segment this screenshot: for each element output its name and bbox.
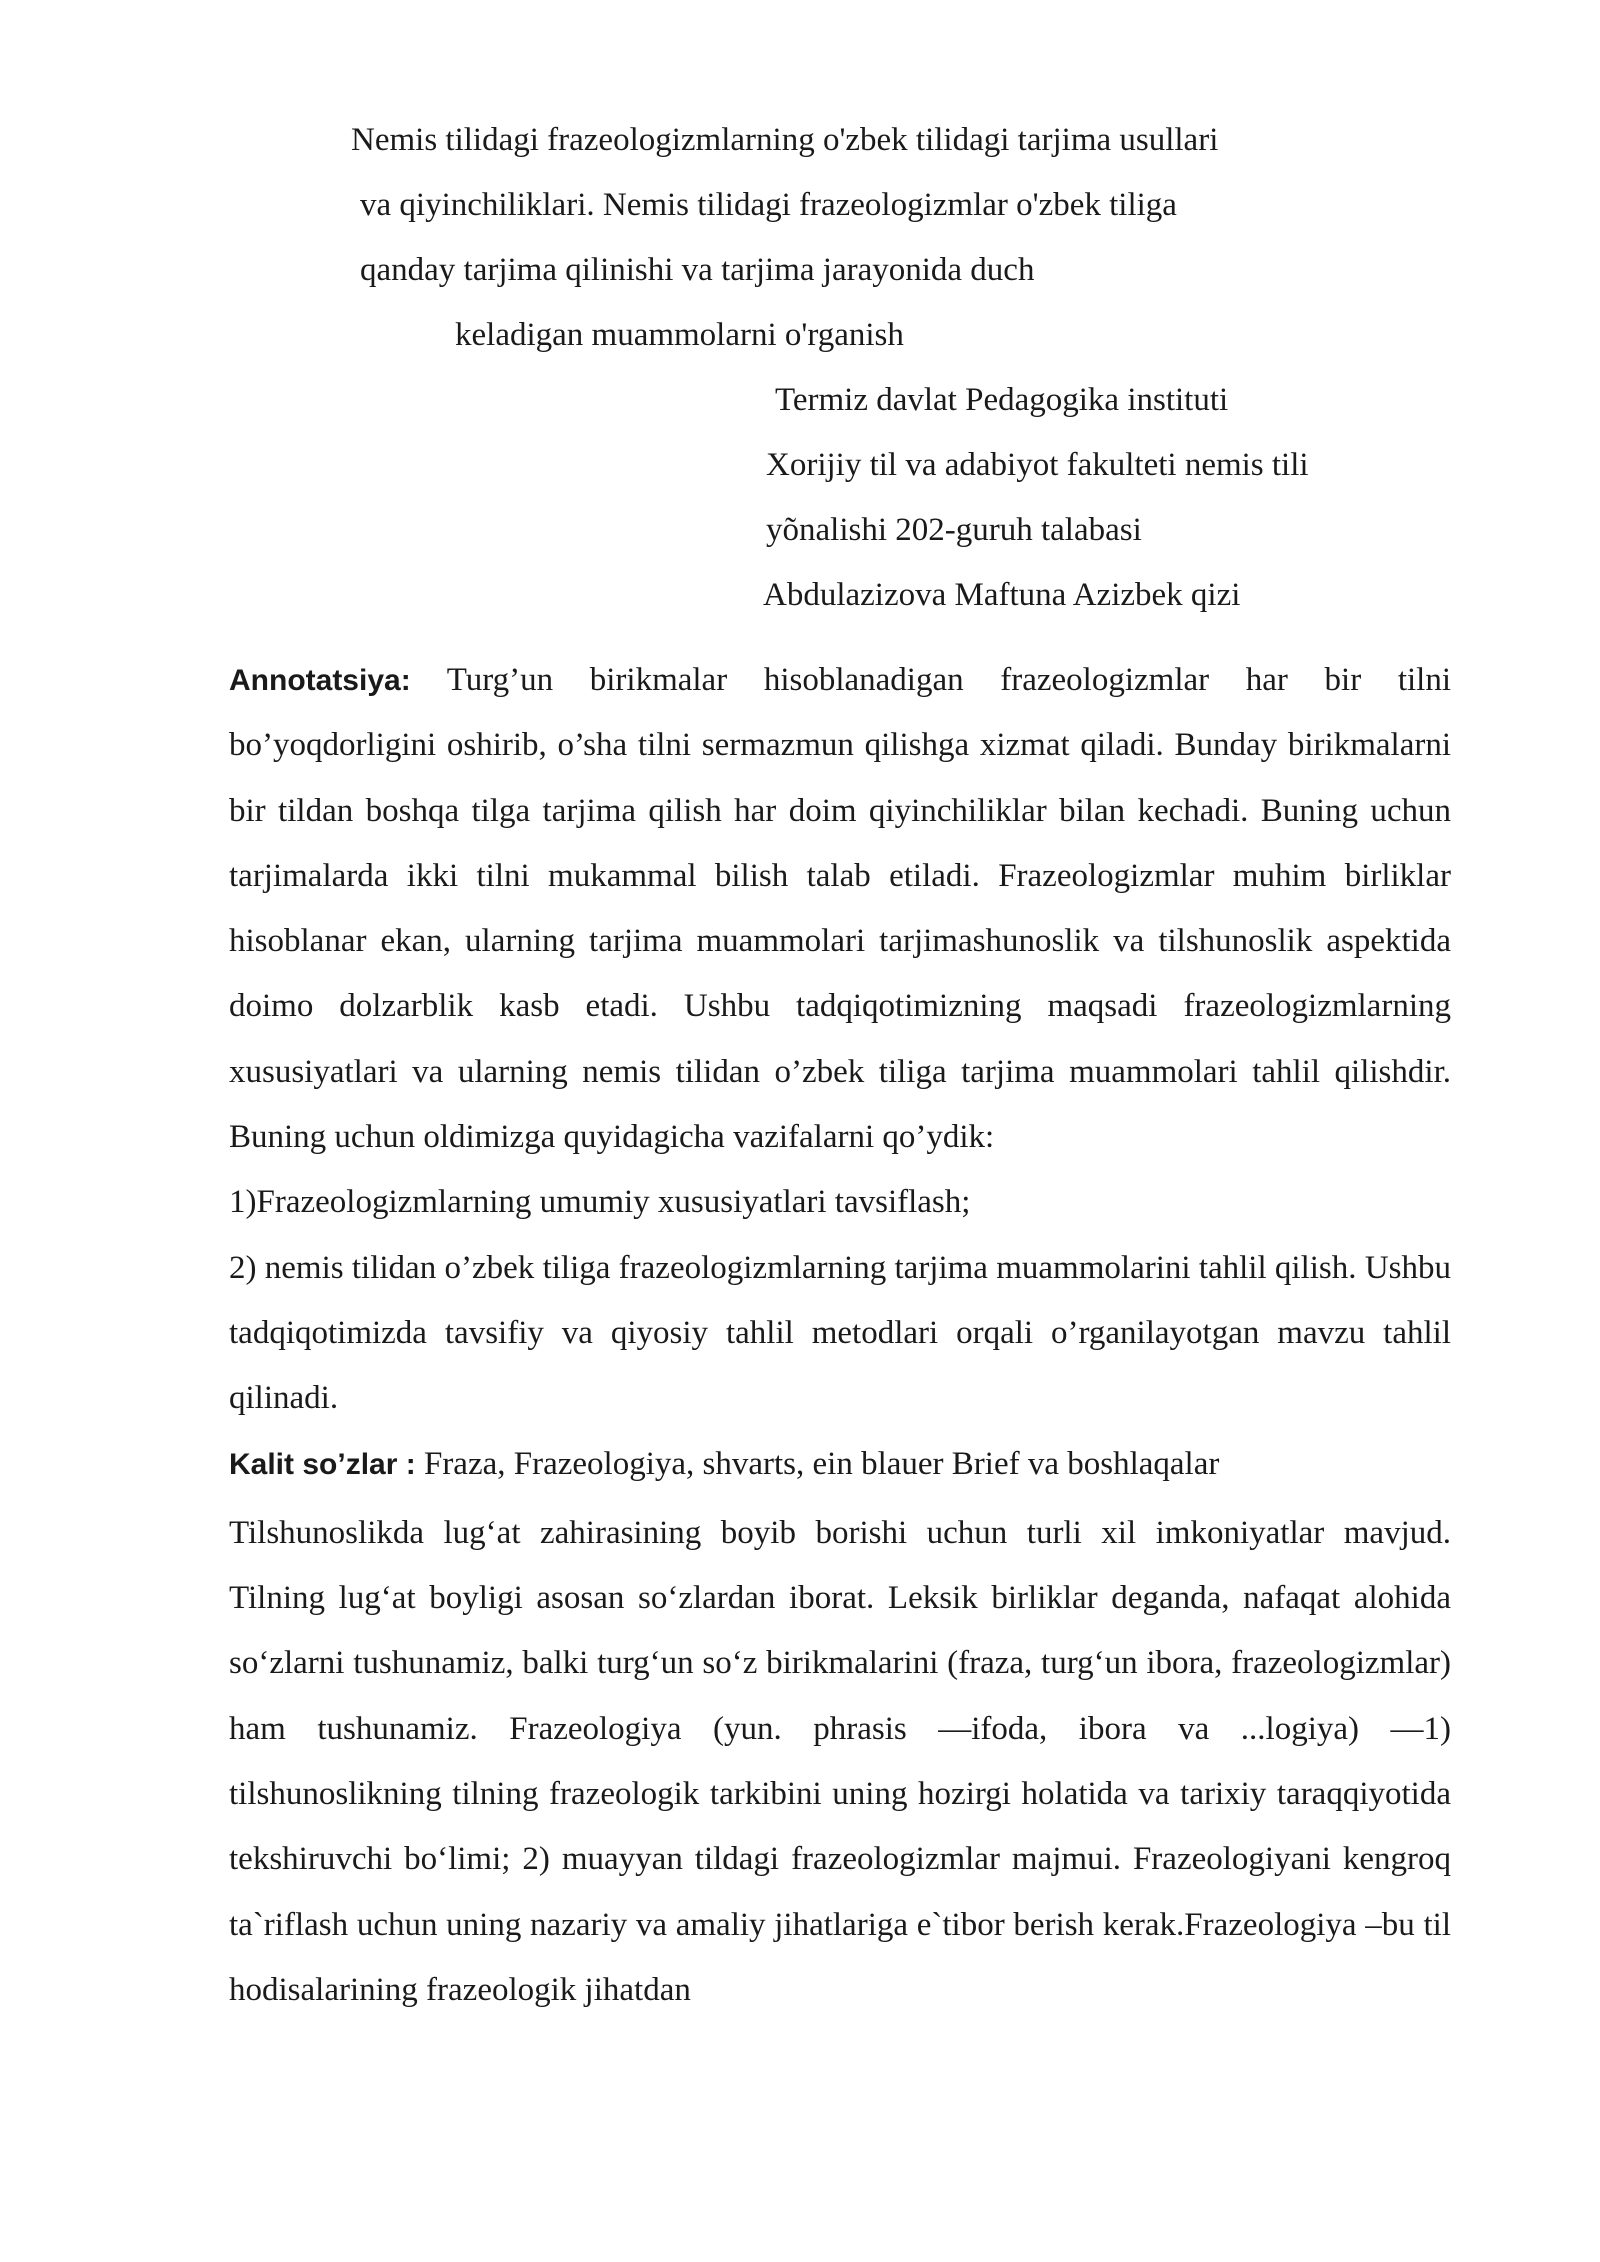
title-line: qanday tarjima qilinishi va tarjima jarayonida duch bbox=[360, 252, 1035, 288]
article-body bbox=[229, 648, 1451, 2023]
author-line: Xorijiy til va adabiyot fakulteti nemis tili bbox=[766, 447, 1309, 483]
task-item: 1)Frazeologizmlarning umumiy xususiyatlari tavsiflash; bbox=[229, 1184, 971, 1221]
intro-paragraph: Tilshunoslikda lug‘at zahirasining boyib borishi uchun turli xil imkoniyatlar mavjud. Tilning lug‘at boyligi asosan so‘zlardan iborat. Leksik birliklar deganda, nafaqat alohida so‘zlarni tushunamiz, balki turg‘un so‘z birikmalarini (fraza, turg‘un ibora, frazeologizmlar) ham tushunamiz. Frazeologiya (yun. phrasis —ifoda, ibora va ...logiya) —1) tilshunoslikning tilning frazeologik tarkibini uning hozirgi holatida va tarixiy taraqqiyotida tekshiruvchi bo‘limi; 2) muayyan tildagi frazeologizmlar majmui. Frazeologiyani kengroq ta`riflash uchun uning nazariy va amaliy jihatlariga e`tibor berish kerak.Frazeologiya –bu til hodisalarining frazeologik jihatdan bbox=[229, 1514, 1451, 2008]
title-line: Nemis tilidagi frazeologizmlarning o'zbek tilidagi tarjima usullari bbox=[351, 122, 1219, 158]
annotation-label: Annotatsiya: bbox=[229, 664, 411, 697]
annotation-paragraph bbox=[229, 648, 1451, 1170]
keywords-text: Fraza, Frazeologiya, shvarts, ein blauer Brief va boshlaqalar bbox=[415, 1445, 1220, 1482]
author-line: Termiz davlat Pedagogika instituti bbox=[775, 382, 1229, 418]
annotation-text: Turg’un birikmalar hisoblanadigan frazeologizmlar har bir tilni bo’yoqdorligini oshirib, o’sha tilni sermazmun qilishga xizmat qiladi. Bunday birikmalarni bir tildan boshqa tilga tarjima qilish har doim qiyinchiliklar bilan kechadi. Buning uchun tarjimalarda ikki tilni mukammal bilish talab etiladi. Frazeologizmlar muhim birliklar hisoblanar ekan, ularning tarjima muammolari tarjimashunoslik va tilshunoslik aspektida doimo dolzarblik kasb etadi. Ushbu tadqiqotimizning maqsadi frazeologizmlarning xususiyatlari va ularning nemis tilidan o’zbek tiliga tarjima muammolari tahlil qilishdir. Buning uchun oldimizga quyidagicha vazifalarni qo’ydik: bbox=[229, 662, 1451, 1156]
title-line: va qiyinchiliklari. Nemis tilidagi frazeologizmlar o'zbek tiliga bbox=[360, 187, 1177, 223]
task-item: 2) nemis tilidan o’zbek tiliga frazeologizmlarning tarjima muammolarini tahlil qilish. Ushbu tadqiqotimizda tavsifiy va qiyosiy tahlil metodlari orqali o’rganilayotgan mavzu tahlil qilinadi. bbox=[229, 1249, 1451, 1417]
keywords-paragraph bbox=[229, 1432, 1451, 1497]
title-line: keladigan muammolarni o'rganish bbox=[455, 317, 904, 353]
author-line: Abdulazizova Maftuna Azizbek qizi bbox=[763, 577, 1241, 613]
keywords-label: Kalit so’zlar : bbox=[229, 1447, 416, 1481]
author-line: yõnalishi 202-guruh talabasi bbox=[766, 512, 1142, 548]
